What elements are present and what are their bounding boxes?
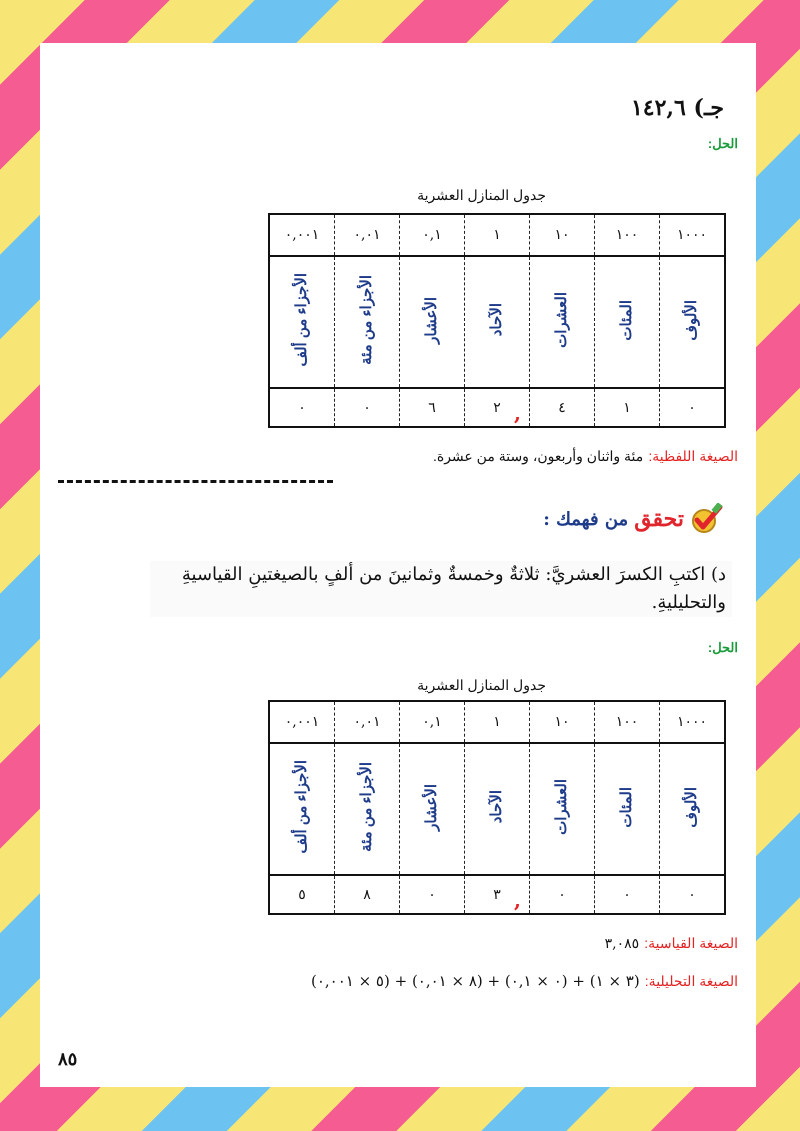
check-pencil-icon xyxy=(690,503,724,535)
name-cell xyxy=(400,256,465,388)
header-cell: ١٠٠٠ xyxy=(660,701,726,743)
header-cell: ١٠٠ xyxy=(595,214,660,256)
place-name: الألوف xyxy=(683,786,700,828)
standard-form-value: ٣,٠٨٥ xyxy=(604,936,640,952)
value-cell: ٠ xyxy=(595,875,660,914)
header-cell: ١ xyxy=(465,701,530,743)
value-cell: ٠ xyxy=(269,388,335,427)
name-cell xyxy=(595,256,660,388)
value-cell: ٠ xyxy=(660,875,726,914)
place-value-table-c xyxy=(268,213,726,428)
name-cell xyxy=(530,256,595,388)
verbal-form-text: مئة واثنان وأربعون، وستة من عشرة. xyxy=(432,448,644,464)
place-name: الأجزاء من مئة xyxy=(358,762,375,852)
header-cell: ٠,٠١ xyxy=(335,214,400,256)
section-c-heading: جـ) ١٤٢,٦ xyxy=(630,95,724,121)
value-cell: ٠ xyxy=(335,388,400,427)
check-understanding-title xyxy=(543,503,724,535)
header-cell: ٠,٠٠١ xyxy=(269,214,335,256)
table-title-c: جدول المنازل العشرية xyxy=(417,187,546,203)
place-name: الأعشار xyxy=(423,783,440,831)
expanded-form-value: (٣ × ١) + (٠ × ٠,١) + (٨ × ٠,٠١) + (٥ × ٠,٠٠١) xyxy=(310,972,640,990)
standard-form-line xyxy=(605,933,738,952)
name-cell xyxy=(465,256,530,388)
value-cell: ٣ xyxy=(465,875,530,914)
value-cell: ٠ xyxy=(660,388,726,427)
name-cell xyxy=(269,743,335,875)
header-cell: ١٠٠ xyxy=(595,701,660,743)
header-cell: ١٠٠٠ xyxy=(660,214,726,256)
place-name: العشرات xyxy=(553,779,570,835)
name-cell xyxy=(335,743,400,875)
value-cell: ٨ xyxy=(335,875,400,914)
check-title-part1: تحقق xyxy=(634,506,684,532)
place-name: العشرات xyxy=(553,292,570,348)
name-cell xyxy=(660,256,726,388)
name-cell xyxy=(660,743,726,875)
question-d: د) اكتبِ الكسرَ العشريَّ: ثلاثةٌ وخمسةٌ وثمانينَ من ألفٍ بالصيغتينِ القياسيةِ والتحليليةِ. xyxy=(150,561,732,617)
place-name: الألوف xyxy=(683,299,700,341)
standard-form-label: الصيغة القياسية: xyxy=(644,935,738,951)
name-cell xyxy=(530,743,595,875)
page-number: ٨٥ xyxy=(58,1049,78,1070)
value-cell: ٠ xyxy=(400,875,465,914)
value-cell: ٠ xyxy=(530,875,595,914)
header-cell: ٠,٠٠١ xyxy=(269,701,335,743)
header-cell: ١ xyxy=(465,214,530,256)
value-cell: ٢ xyxy=(465,388,530,427)
header-cell: ٠,١ xyxy=(400,701,465,743)
value-cell: ٦ xyxy=(400,388,465,427)
name-cell xyxy=(335,256,400,388)
header-cell: ٠,٠١ xyxy=(335,701,400,743)
place-name: المئات xyxy=(618,786,635,828)
header-cell: ٠,١ xyxy=(400,214,465,256)
place-value-table-d xyxy=(268,700,726,915)
place-name: الأجزاء من مئة xyxy=(358,275,375,365)
value-cell: ١ xyxy=(595,388,660,427)
decimal-comma-c: , xyxy=(514,401,521,425)
verbal-form-label: الصيغة اللفظية: xyxy=(648,448,738,464)
place-name: الآحاد xyxy=(488,303,505,337)
place-name: الأجزاء من ألف xyxy=(293,273,310,367)
name-cell xyxy=(400,743,465,875)
expanded-form-line xyxy=(311,971,738,990)
place-name: الآحاد xyxy=(488,790,505,824)
header-cell: ١٠ xyxy=(530,214,595,256)
solution-label-c: الحل: xyxy=(707,136,738,151)
value-cell: ٤ xyxy=(530,388,595,427)
place-name: الأعشار xyxy=(423,296,440,344)
place-name: المئات xyxy=(618,299,635,341)
worksheet-page xyxy=(40,43,756,1087)
verbal-form-line xyxy=(433,446,738,465)
section-divider xyxy=(58,480,333,483)
decimal-comma-d: , xyxy=(514,888,521,912)
table-title-d: جدول المنازل العشرية xyxy=(417,677,546,693)
solution-label-d: الحل: xyxy=(707,640,738,655)
header-cell: ١٠ xyxy=(530,701,595,743)
name-cell xyxy=(465,743,530,875)
place-name: الأجزاء من ألف xyxy=(293,760,310,854)
name-cell xyxy=(595,743,660,875)
name-cell xyxy=(269,256,335,388)
value-cell: ٥ xyxy=(269,875,335,914)
expanded-form-label: الصيغة التحليلية: xyxy=(644,973,738,989)
check-title-part2: من فهمك : xyxy=(543,508,629,530)
